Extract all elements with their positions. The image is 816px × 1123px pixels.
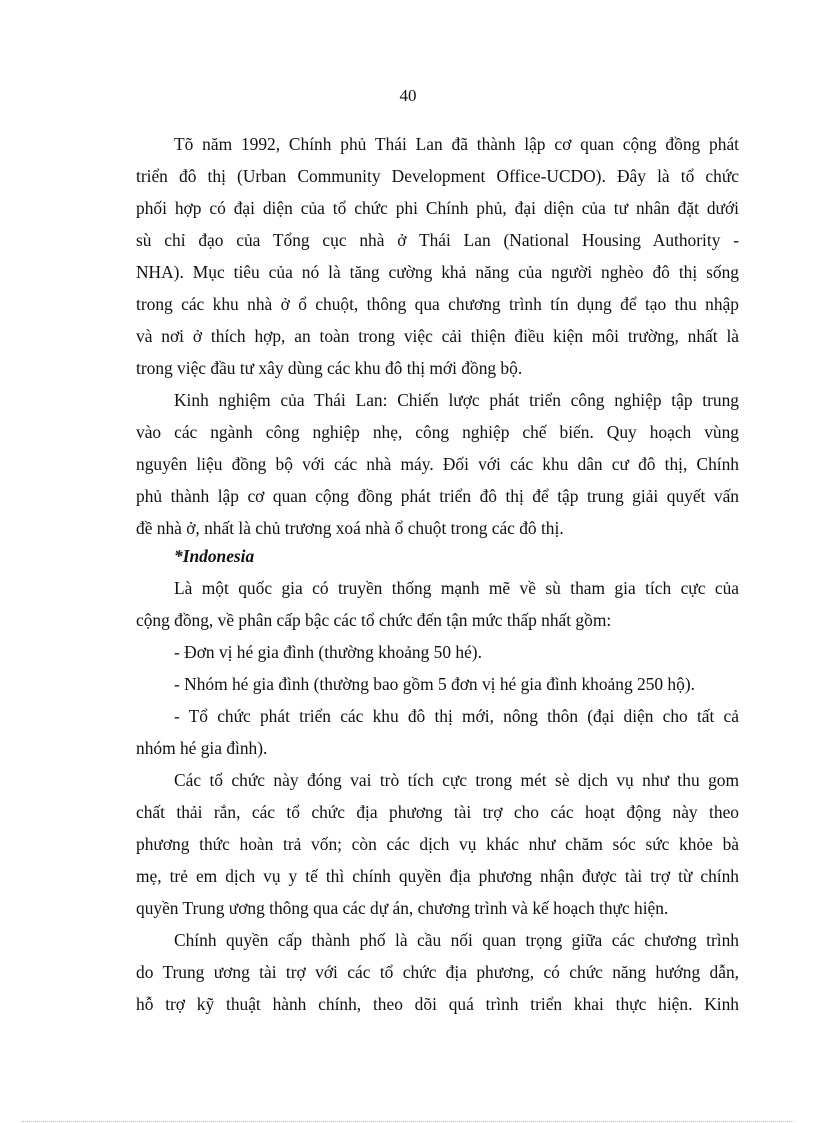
page-bottom-divider [22,1121,794,1122]
text-line: trong các khu nhà ở ổ chuột, thông qua chương trình tín dụng để tạo thu nhập [136,294,739,314]
text-line: Các tổ chức này đóng vai trò tích cực trong mét sè dịch vụ như thu gom [174,770,739,790]
text-line: hỗ trợ kỹ thuật hành chính, theo dõi quá trình triển khai thực hiện. Kinh [136,994,739,1014]
text-line: trong việc đầu tư xây dùng các khu đô thị mới đồng bộ. [136,358,523,378]
section-heading: *Indonesia [174,546,255,566]
list-item: - Nhóm hé gia đình (thường bao gồm 5 đơn vị hé gia đình khoảng 250 hộ). [174,674,695,694]
text-line: Chính quyền cấp thành phố là cầu nối quan trọng giữa các chương trình [174,930,739,950]
list-item: - Tổ chức phát triển các khu đô thị mới, nông thôn (đại diện cho tất cả [174,706,739,726]
text-line: Tõ năm 1992, Chính phủ Thái Lan đã thành lập cơ quan cộng đồng phát [174,134,739,154]
text-line: phương thức hoàn trả vốn; còn các dịch vụ khác như chăm sóc sức khỏe bà [136,834,739,854]
text-line: cộng đồng, về phân cấp bậc các tổ chức đến tận mức thấp nhất gồm: [136,610,612,630]
text-line: quyền Trung ương thông qua các dự án, chương trình và kế hoạch thực hiện. [136,898,669,918]
text-line: nguyên liệu đồng bộ với các nhà máy. Đối với các khu dân cư đô thị, Chính [136,454,739,474]
text-line: Là một quốc gia có truyền thống mạnh mẽ về sù tham gia tích cực của [174,578,739,598]
page-number: 40 [399,86,417,105]
text-line: nhóm hé gia đình). [136,738,268,758]
text-line: do Trung ương tài trợ với các tổ chức địa phương, có chức năng hướng dẫn, [136,962,739,982]
text-line: triển đô thị (Urban Community Development Office-UCDO). Đây là tổ chức [136,166,739,186]
text-line: sù chỉ đạo của Tổng cục nhà ở Thái Lan (National Housing Authority - [136,230,739,250]
text-line: phủ thành lập cơ quan cộng đồng phát triển đô thị để tập trung giải quyết vấn [136,486,739,506]
text-line: đề nhà ở, nhất là chủ trương xoá nhà ổ chuột trong các đô thị. [136,518,564,538]
text-line: chất thải rắn, các tổ chức địa phương tài trợ cho các hoạt động này theo [136,802,739,822]
text-line: mẹ, trẻ em dịch vụ y tế thì chính quyền địa phương nhận được tài trợ từ chính [136,866,739,886]
text-line: phối hợp có đại diện của tổ chức phi Chính phủ, đại diện của tư nhân đặt dưới [136,198,739,218]
text-line: Kinh nghiệm của Thái Lan: Chiến lược phát triển công nghiệp tập trung [174,390,739,410]
text-line: và nơi ở thích hợp, an toàn trong việc cải thiện điều kiện môi trường, nhất là [136,326,739,346]
text-line: vào các ngành công nghiệp nhẹ, công nghiệp chế biến. Quy hoạch vùng [136,422,739,442]
text-line: NHA). Mục tiêu của nó là tăng cường khả năng của người nghèo đô thị sống [136,262,739,282]
list-item: - Đơn vị hé gia đình (thường khoảng 50 hé). [174,642,482,662]
